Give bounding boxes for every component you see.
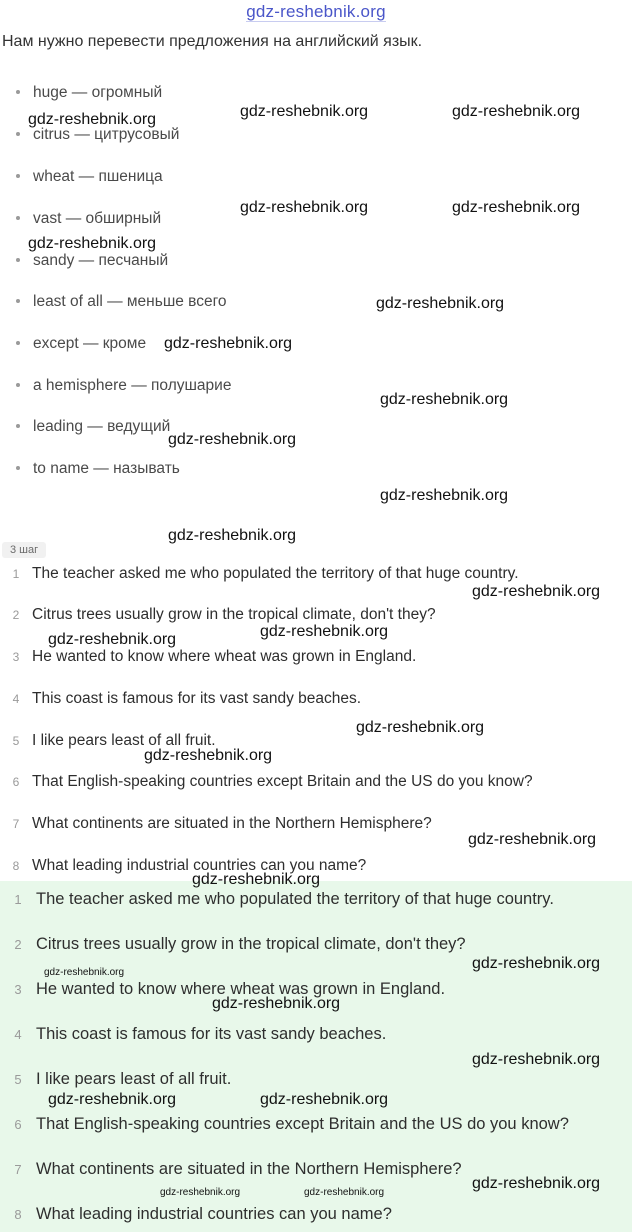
bullet-icon xyxy=(16,132,20,136)
bullet-icon xyxy=(16,90,20,94)
watermark: gdz-reshebnik.org xyxy=(168,431,297,448)
answer-text: That English-speaking countries except Britain and the US do you know? xyxy=(36,1115,569,1133)
watermark: gdz-reshebnik.org xyxy=(144,747,273,764)
watermark: gdz-reshebnik.org xyxy=(452,199,581,216)
step-badge: 3 шаг xyxy=(2,542,46,558)
watermark: gdz-reshebnik.org xyxy=(240,103,369,120)
answer-row xyxy=(0,1205,392,1224)
watermark: gdz-reshebnik.org xyxy=(380,487,509,504)
sentence-row xyxy=(0,565,519,583)
answer-text: What leading industrial countries can you name? xyxy=(36,1205,392,1223)
bullet-icon xyxy=(16,341,20,345)
list-item: sandy — песчаный xyxy=(16,252,168,270)
sentence-text: What leading industrial countries can you name? xyxy=(32,857,367,874)
watermark: gdz-reshebnik.org xyxy=(164,335,293,352)
answer-text: Citrus trees usually grow in the tropical climate, don't they? xyxy=(36,935,466,953)
bullet-icon xyxy=(16,174,20,178)
answer-row xyxy=(0,890,554,909)
watermark: gdz-reshebnik.org xyxy=(380,391,509,408)
site-header[interactable] xyxy=(0,2,632,22)
watermark: gdz-reshebnik.org xyxy=(28,111,157,128)
watermark: gdz-reshebnik.org xyxy=(472,955,601,972)
watermark: gdz-reshebnik.org xyxy=(212,995,341,1012)
watermark: gdz-reshebnik.org xyxy=(160,1187,241,1198)
bullet-icon xyxy=(16,466,20,470)
answer-row xyxy=(0,935,466,954)
watermark: gdz-reshebnik.org xyxy=(356,719,485,736)
answer-text: I like pears least of all fruit. xyxy=(36,1070,232,1088)
sentence-text: I like pears least of all fruit. xyxy=(32,732,216,749)
list-item: least of all — меньше всего xyxy=(16,293,227,311)
bullet-icon xyxy=(16,258,20,262)
watermark: gdz-reshebnik.org xyxy=(472,1051,601,1068)
watermark: gdz-reshebnik.org xyxy=(48,631,177,648)
watermark: gdz-reshebnik.org xyxy=(44,967,125,978)
watermark: gdz-reshebnik.org xyxy=(260,623,389,640)
sentence-row xyxy=(0,648,416,666)
watermark: gdz-reshebnik.org xyxy=(260,1091,389,1108)
watermark: gdz-reshebnik.org xyxy=(240,199,369,216)
answer-row xyxy=(0,1070,231,1089)
answer-number: 7 xyxy=(14,1162,22,1177)
watermark: gdz-reshebnik.org xyxy=(48,1091,177,1108)
sentence-text: Citrus trees usually grow in the tropical climate, don't they? xyxy=(32,606,436,623)
sentence-number: 7 xyxy=(12,817,20,831)
intro-text: Нам нужно перевести предложения на английский язык. xyxy=(2,33,423,50)
list-item: to name — называть xyxy=(16,460,180,478)
site-header-link[interactable]: gdz-reshebnik.org xyxy=(246,2,386,21)
sentence-text: That English-speaking countries except Britain and the US do you know? xyxy=(32,773,533,790)
sentence-number: 8 xyxy=(12,859,20,873)
answer-row xyxy=(0,1025,386,1044)
sentence-row xyxy=(0,606,436,624)
list-item: except — кроме xyxy=(16,335,146,353)
answer-text: This coast is famous for its vast sandy beaches. xyxy=(36,1025,387,1043)
watermark: gdz-reshebnik.org xyxy=(472,1175,601,1192)
sentence-row xyxy=(0,815,432,833)
sentence-text: This coast is famous for its vast sandy beaches. xyxy=(32,690,362,707)
sentence-text: He wanted to know where wheat was grown in England. xyxy=(32,648,417,665)
list-item: citrus — цитрусовый xyxy=(16,126,179,144)
watermark: gdz-reshebnik.org xyxy=(28,235,157,252)
sentence-row xyxy=(0,690,361,708)
bullet-icon xyxy=(16,424,20,428)
watermark: gdz-reshebnik.org xyxy=(452,103,581,120)
answer-row xyxy=(0,1115,569,1134)
list-item: a hemisphere — полушарие xyxy=(16,377,231,395)
answer-number: 4 xyxy=(14,1027,22,1042)
list-item: wheat — пшеница xyxy=(16,168,163,186)
watermark: gdz-reshebnik.org xyxy=(192,871,321,888)
sentence-number: 3 xyxy=(12,650,20,664)
answer-number: 2 xyxy=(14,937,22,952)
sentence-number: 5 xyxy=(12,734,20,748)
answer-number: 6 xyxy=(14,1117,22,1132)
watermark: gdz-reshebnik.org xyxy=(468,831,597,848)
list-item: vast — обширный xyxy=(16,210,161,228)
sentence-row xyxy=(0,773,533,791)
sentence-number: 6 xyxy=(12,775,20,789)
answer-number: 5 xyxy=(14,1072,22,1087)
sentence-text: What continents are situated in the Northern Hemisphere? xyxy=(32,815,432,832)
answer-text: He wanted to know where wheat was grown in England. xyxy=(36,980,446,998)
bullet-icon xyxy=(16,383,20,387)
sentence-number: 4 xyxy=(12,692,20,706)
answer-number: 3 xyxy=(14,982,22,997)
sentence-text: The teacher asked me who populated the territory of that huge country. xyxy=(32,565,519,582)
watermark: gdz-reshebnik.org xyxy=(168,527,297,544)
sentence-number: 2 xyxy=(12,608,20,622)
answer-number: 1 xyxy=(14,892,22,907)
answer-number: 8 xyxy=(14,1207,22,1222)
watermark: gdz-reshebnik.org xyxy=(472,583,601,600)
watermark: gdz-reshebnik.org xyxy=(304,1187,385,1198)
sentence-number: 1 xyxy=(12,567,20,581)
watermark: gdz-reshebnik.org xyxy=(376,295,505,312)
answer-row xyxy=(0,1160,462,1179)
list-item: huge — огромный xyxy=(16,84,162,102)
list-item: leading — ведущий xyxy=(16,418,170,436)
answer-text: What continents are situated in the Northern Hemisphere? xyxy=(36,1160,462,1178)
answer-text: The teacher asked me who populated the territory of that huge country. xyxy=(36,890,554,908)
bullet-icon xyxy=(16,216,20,220)
bullet-icon xyxy=(16,299,20,303)
